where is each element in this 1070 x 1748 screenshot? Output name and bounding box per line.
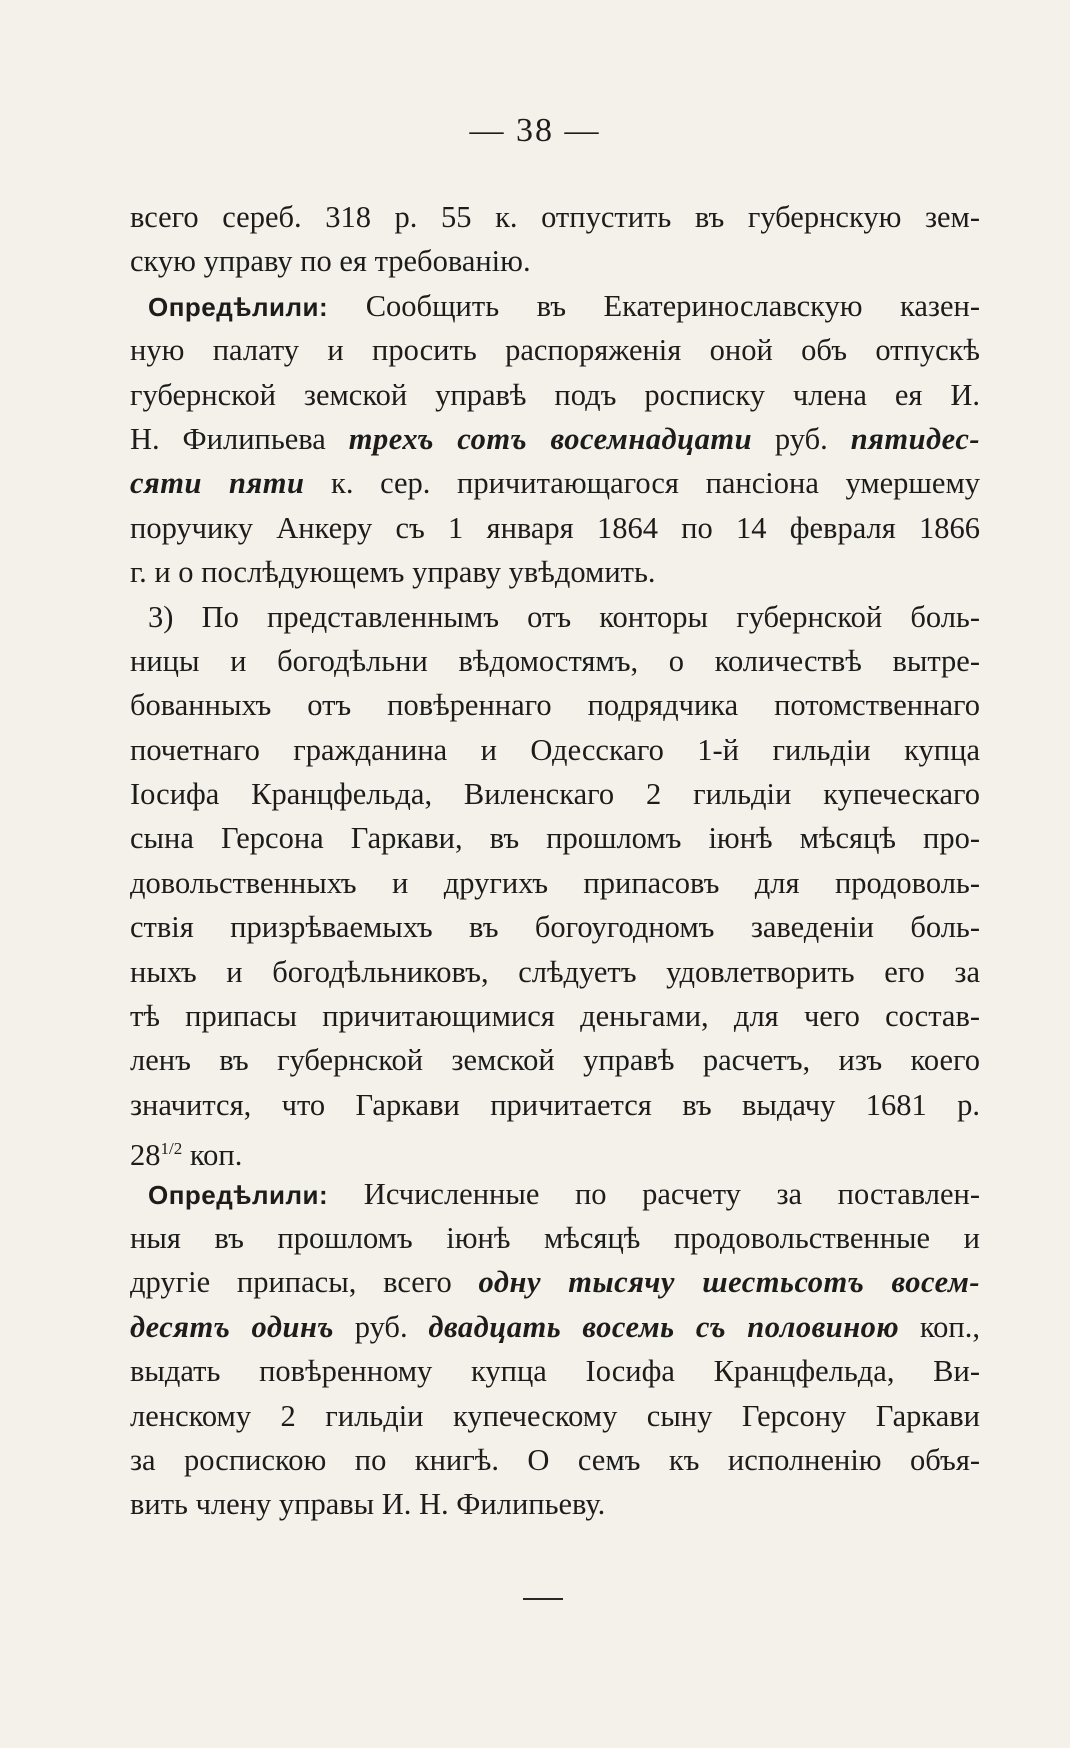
text-segment: довольственныхъ и другихъ припасовъ для продоволь- [130,865,980,900]
text-line [130,1349,980,1393]
text-line [130,683,980,727]
resolution-heading: Опредѣлили: [148,1179,329,1210]
text-line [130,550,980,594]
text-segment: всего сереб. 318 р. 55 к. отпустить въ губернскую зем- [130,200,980,234]
text-segment: ныя въ прошломъ iюнѣ мѣсяцѣ продовольственные и [130,1220,980,1255]
text-segment: другiе припасы, всего [130,1265,479,1300]
text-line [130,994,980,1038]
text-line [130,1172,980,1216]
text-segment: Исчисленные по расчету за поставлен- [328,1176,980,1211]
text-segment: Iосифа Кранцфельда, Виленскаго 2 гильдiи купеческаго [130,777,980,812]
text-segment: коп. [182,1138,243,1173]
text-line [130,905,980,949]
fraction-superscript: 1/2 [160,1139,183,1159]
text-line [130,950,980,994]
text-segment: ствiя призрѣваемыхъ въ богоугодномъ заведенiи боль- [130,910,980,945]
text-line [130,1394,980,1438]
text-segment: тѣ припасы причитающимися деньгами, для чего состав- [130,999,980,1034]
body-text [130,195,980,1527]
text-line [130,373,980,417]
text-line [130,1083,980,1127]
text-segment: ленъ въ губернской земской управѣ расчетъ, изъ коего [130,1043,980,1078]
text-segment: руб. [752,421,851,456]
text-segment: скую управу по ея требованiю. [130,244,531,279]
text-segment: 3) По представленнымъ отъ конторы губернской боль- [148,599,980,634]
sum-in-words: трехъ сотъ восемнадцати [348,421,753,456]
text-line [130,1482,980,1526]
text-segment: Сообщить въ Екатеринославскую казен- [328,288,980,323]
text-line [130,772,980,816]
text-segment: руб. [334,1309,429,1344]
text-segment: вить члену управы И. Н. Филипьеву. [130,1487,606,1522]
text-line [130,1305,980,1349]
sum-in-words: двадцать восемь съ половиною [428,1309,900,1344]
text-line [130,239,980,283]
text-line [130,816,980,860]
text-segment: выдать повѣренному купца Iосифа Кранцфельда, Ви- [130,1354,980,1389]
text-line [130,328,980,372]
text-line [130,461,980,505]
text-segment: почетнаго гражданина и Одесскаго 1-й гильдiи купца [130,732,980,767]
text-line [130,1260,980,1304]
text-segment: за роспискою по книгѣ. О семъ къ исполненiю объя- [130,1442,980,1477]
text-segment: 28 [130,1138,161,1173]
text-line [130,639,980,683]
text-line [130,195,980,239]
text-segment: губернской земской управѣ подъ росписку члена ея И. [130,377,980,412]
text-line [130,1038,980,1082]
resolution-heading: Опредѣлили: [148,291,329,322]
text-segment: Н. Филипьева [130,421,349,456]
text-segment: ленскому 2 гильдiи купеческому сыну Герсону Гаркави [130,1398,980,1433]
text-line [130,595,980,639]
text-segment: к. сер. причитающагося пансiона умершему [304,466,981,501]
sum-in-words: одну тысячу шестьсотъ восем- [478,1265,981,1300]
text-segment: значится, что Гаркави причитается въ выдачу 1681 р. [130,1087,980,1122]
page-number: — 38 — [469,112,601,149]
text-line [130,417,980,461]
text-line [130,861,980,905]
end-rule [523,1598,563,1600]
text-segment: ныхъ и богодѣльниковъ, слѣдуетъ удовлетворить его за [130,954,980,989]
sum-in-words: сяти пяти [130,466,305,501]
text-line [130,1438,980,1482]
text-segment: коп., [899,1309,981,1344]
text-segment: бованныхъ отъ повѣреннаго подрядчика потомственнаго [130,688,980,723]
text-line [130,1216,980,1260]
sum-in-words: десятъ одинъ [130,1309,334,1344]
sum-in-words: пятидес- [850,421,981,456]
text-segment: поручику Анкеру съ 1 января 1864 по 14 февраля 1866 [130,510,980,545]
text-line [130,506,980,550]
text-segment: сына Герсона Гаркави, въ прошломъ iюнѣ мѣсяцѣ про- [130,821,980,856]
text-line [130,284,980,328]
text-line [130,1127,980,1171]
text-segment: ницы и богодѣльни вѣдомостямъ, о количествѣ вытре- [130,643,980,678]
text-segment: ную палату и просить распоряженiя оной объ отпускѣ [130,333,980,368]
text-line [130,728,980,772]
text-segment: г. и о послѣдующемъ управу увѣдомить. [130,555,656,590]
